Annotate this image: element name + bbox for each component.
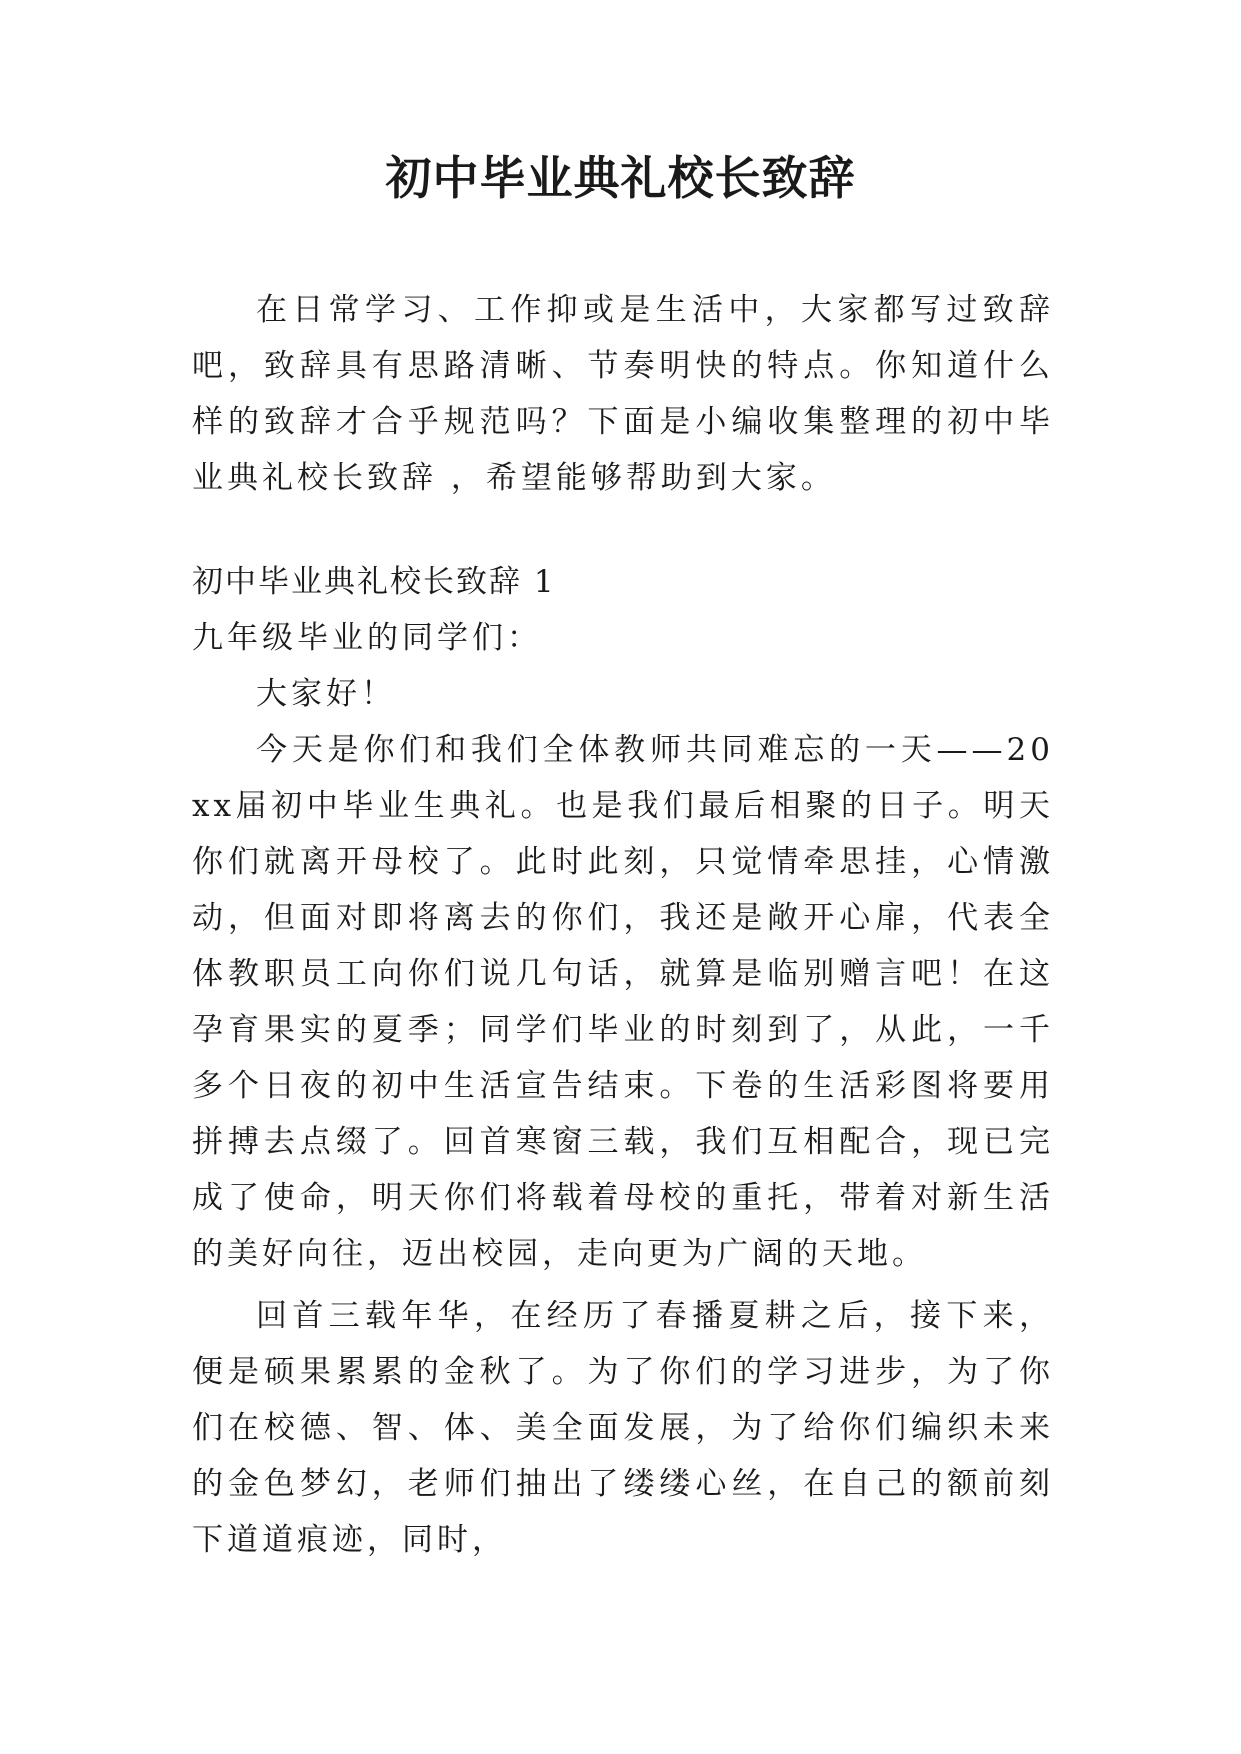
body-paragraph: 今天是你们和我们全体教师共同难忘的一天——20xx届初中毕业生典礼。也是我们最后相聚的日子。明天你们就离开母校了。此时此刻，只觉情牵思挂，心情激动，但面对即将离去的你们，我还是敞开心扉，代表全体教职员工向你们说几句话，就算是临别赠言吧！在这孕育果实的夏季；同学们毕业的时刻到了，从此，一千多个日夜的初中生活宣告结束。下卷的生活彩图将要用拼搏去点缀了。回首寒窗三载，我们互相配合，现已完成了使命，明天你们将载着母校的重托，带着对新生活的美好向往，迈出校园，走向更为广阔的天地。 [192,732,1054,1272]
greeting: 大家好！ [256,676,396,712]
body-paragraph: 回首三载年华，在经历了春播夏耕之后，接下来，便是硕果累累的金秋了。为了你们的学习进步，为了你们在校德、智、体、美全面发展，为了给你们编织未来的金色梦幻，老师们抽出了缕缕心丝，在自己的额前刻下道道痕迹，同时， [192,1298,1054,1558]
salutation: 九年级毕业的同学们： [192,620,542,656]
document-body [192,282,1054,1568]
section-heading: 初中毕业典礼校长致辞 1 [192,564,556,600]
document-title: 初中毕业典礼校长致辞 [385,151,856,205]
intro-paragraph: 在日常学习、工作抑或是生活中，大家都写过致辞吧，致辞具有思路清晰、节奏明快的特点。你知道什么样的致辞才合乎规范吗？下面是小编收集整理的初中毕业典礼校长致辞 ，希望能够帮助到大家。 [192,292,1054,496]
